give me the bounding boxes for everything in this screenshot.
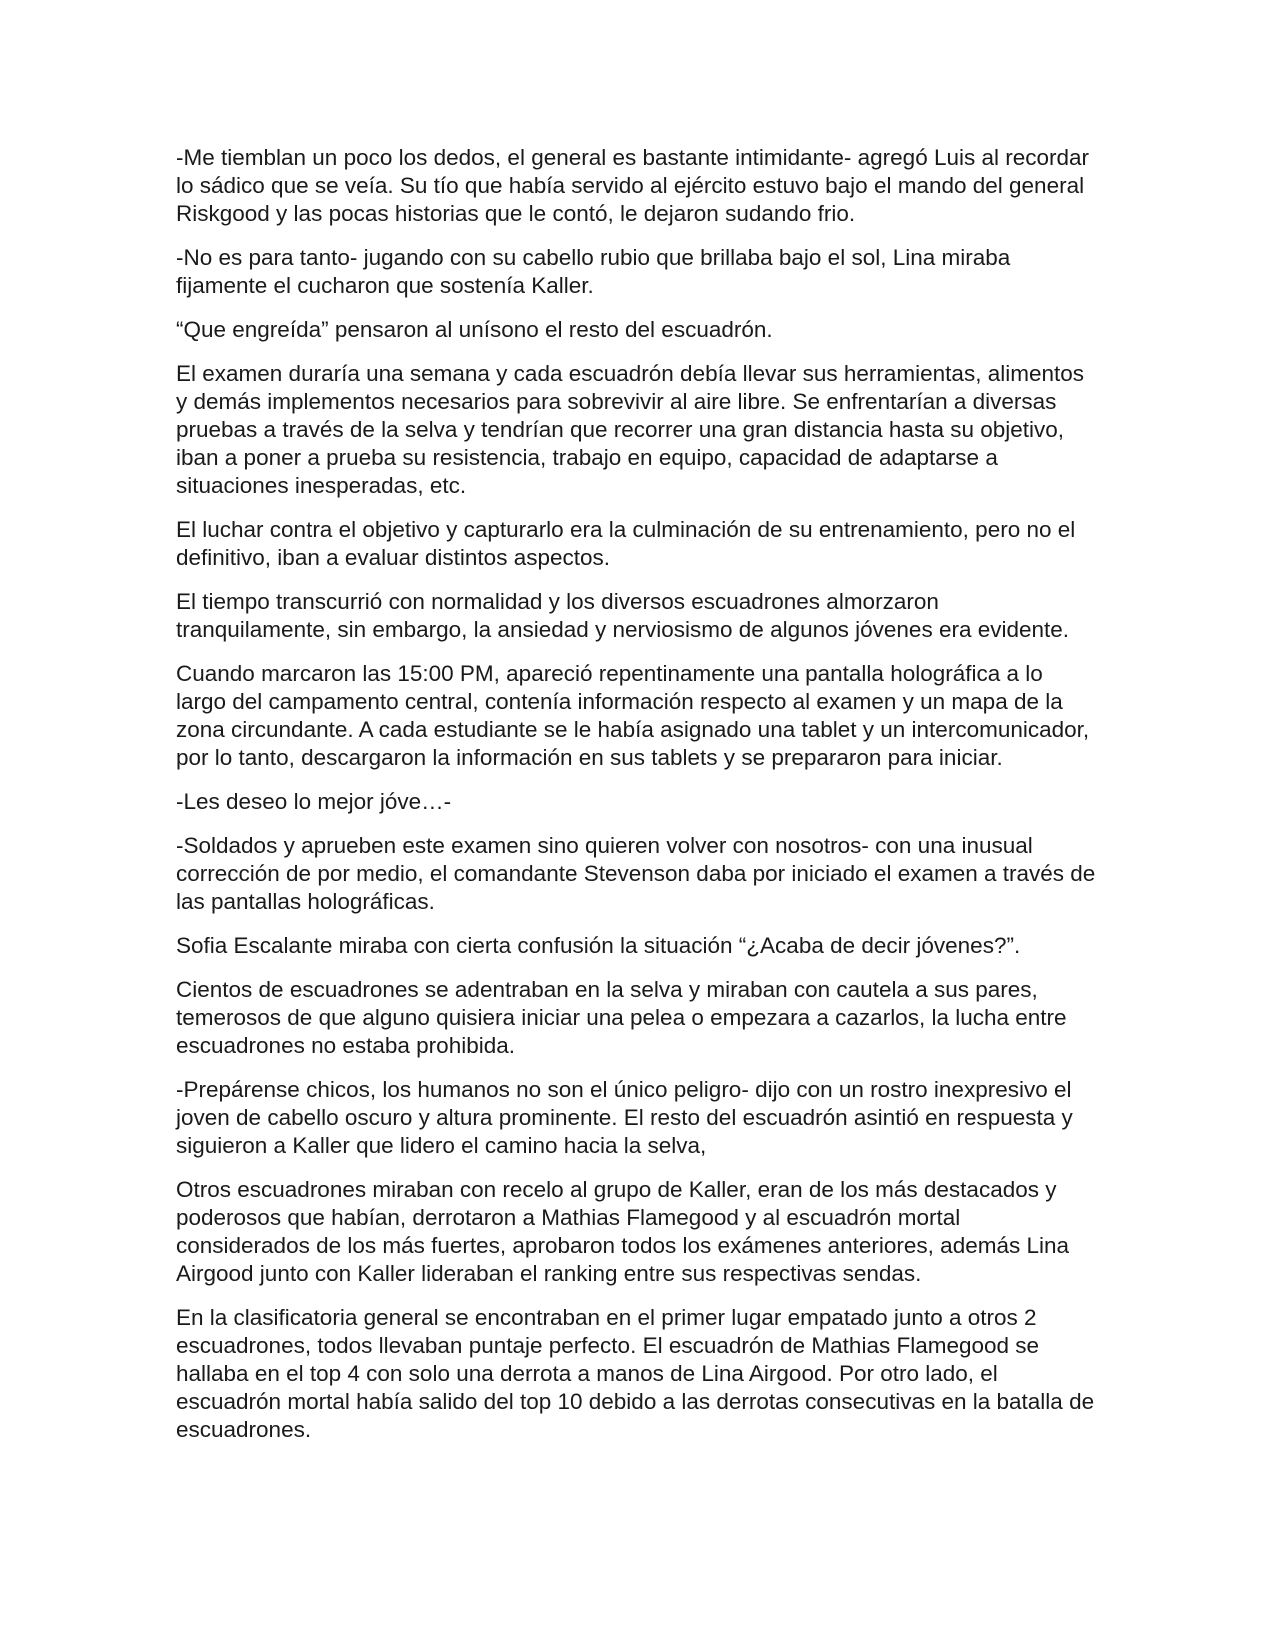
paragraph: Sofia Escalante miraba con cierta confusión la situación “¿Acaba de decir jóvenes?”.: [176, 933, 1021, 958]
paragraph: Otros escuadrones miraban con recelo al grupo de Kaller, eran de los más destacados y poderosos que habían, derrotaron a Mathias Flamegood y al escuadrón mortal considerados de los más fuertes, aprobaron todos los exámenes anteriores, además Lina Airgood junto con Kaller lideraban el ranking entre sus respectivas sendas.: [176, 1177, 1070, 1286]
paragraph: “Que engreída” pensaron al unísono el resto del escuadrón.: [176, 317, 773, 342]
document-page: [176, 144, 1096, 1460]
paragraph: -Soldados y aprueben este examen sino quieren volver con nosotros- con una inusual corrección de por medio, el comandante Stevenson daba por iniciado el examen a través de las pantallas holográficas.: [176, 833, 1096, 914]
paragraph: -Les deseo lo mejor jóve…-: [176, 789, 452, 814]
paragraph: El luchar contra el objetivo y capturarlo era la culminación de su entrenamiento, pero no el definitivo, iban a evaluar distintos aspectos.: [176, 517, 1076, 570]
paragraph: En la clasificatoria general se encontraban en el primer lugar empatado junto a otros 2 escuadrones, todos llevaban puntaje perfecto. El escuadrón de Mathias Flamegood se hallaba en el top 4 con solo una derrota a manos de Lina Airgood. Por otro lado, el escuadrón mortal había salido del top 10 debido a las derrotas consecutivas en la batalla de escuadrones.: [176, 1305, 1095, 1442]
paragraph: El tiempo transcurrió con normalidad y los diversos escuadrones almorzaron tranquilamente, sin embargo, la ansiedad y nerviosismo de algunos jóvenes era evidente.: [176, 589, 1070, 642]
paragraph: El examen duraría una semana y cada escuadrón debía llevar sus herramientas, alimentos y demás implementos necesarios para sobrevivir al aire libre. Se enfrentarían a diversas pruebas a través de la selva y tendrían que recorrer una gran distancia hasta su objetivo, iban a poner a prueba su resistencia, trabajo en equipo, capacidad de adaptarse a situaciones inesperadas, etc.: [176, 361, 1084, 498]
paragraph: Cientos de escuadrones se adentraban en la selva y miraban con cautela a sus pares, temerosos de que alguno quisiera iniciar una pelea o empezara a cazarlos, la lucha entre escuadrones no estaba prohibida.: [176, 977, 1067, 1058]
paragraph: -Prepárense chicos, los humanos no son el único peligro- dijo con un rostro inexpresivo el joven de cabello oscuro y altura prominente. El resto del escuadrón asintió en respuesta y siguieron a Kaller que lidero el camino hacia la selva,: [176, 1077, 1073, 1158]
paragraph: -No es para tanto- jugando con su cabello rubio que brillaba bajo el sol, Lina miraba fijamente el cucharon que sostenía Kaller.: [176, 245, 1011, 298]
paragraph: -Me tiemblan un poco los dedos, el general es bastante intimidante- agregó Luis al recordar lo sádico que se veía. Su tío que había servido al ejército estuvo bajo el mando del general Riskgood y las pocas historias que le contó, le dejaron sudando frio.: [176, 145, 1090, 226]
paragraph: Cuando marcaron las 15:00 PM, apareció repentinamente una pantalla holográfica a lo largo del campamento central, contenía información respecto al examen y un mapa de la zona circundante. A cada estudiante se le había asignado una tablet y un intercomunicador, por lo tanto, descargaron la información en sus tablets y se prepararon para iniciar.: [176, 661, 1090, 770]
